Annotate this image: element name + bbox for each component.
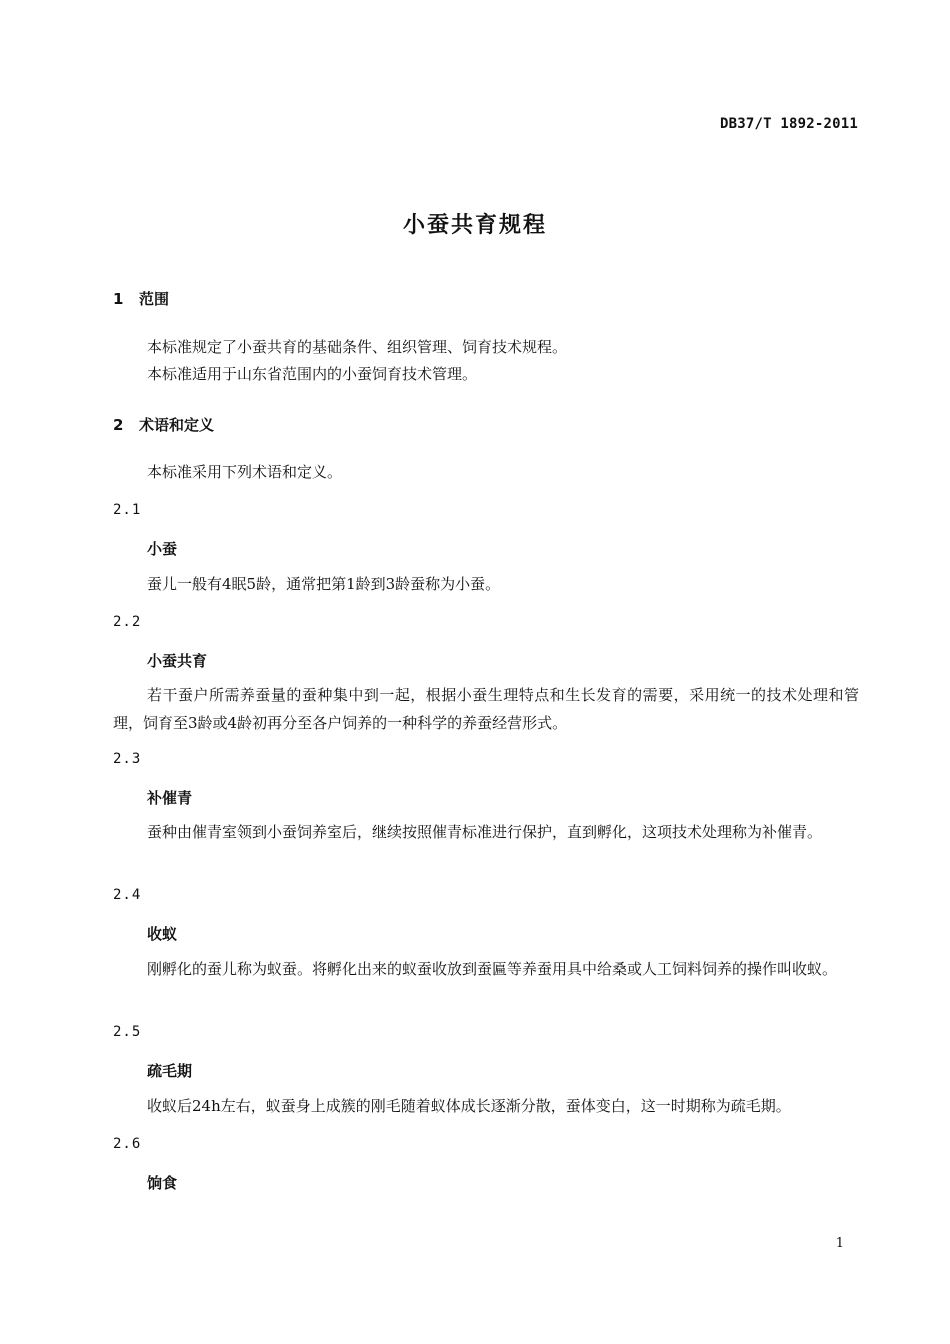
term-definition: 蚕种由催青室领到小蚕饲养室后，继续按照催青标准进行保护，直到孵化，这项技术处理称为补催青。 (147, 823, 823, 841)
term-number: 2.1 (113, 502, 142, 518)
term-number: 2.6 (113, 1136, 142, 1152)
standard-code: DB37/T 1892-2011 (719, 116, 858, 132)
term-name: 补催青 (147, 789, 193, 807)
section-number: 2 (113, 416, 124, 434)
term-definition: 刚孵化的蚕儿称为蚁蚕。将孵化出来的蚁蚕收放到蚕匾等养蚕用具中给桑或人工饲料饲养的操作叫收蚁。 (147, 960, 838, 978)
term-definition: 蚕儿一般有4眠5龄，通常把第1龄到3龄蚕称为小蚕。 (147, 575, 501, 593)
term-number: 2.2 (113, 614, 142, 630)
section-1-paragraph-1: 本标准规定了小蚕共育的基础条件、组织管理、饲育技术规程。 (147, 338, 568, 356)
section-2-intro: 本标准采用下列术语和定义。 (147, 463, 343, 481)
term-name: 饷食 (147, 1174, 178, 1192)
term-number: 2.4 (113, 887, 142, 903)
term-name: 小蚕共育 (147, 652, 208, 670)
section-title: 范围 (139, 290, 170, 308)
document-title: 小蚕共育规程 (402, 213, 547, 238)
term-name: 小蚕 (147, 540, 178, 558)
section-2-heading (113, 414, 214, 435)
section-title: 术语和定义 (139, 416, 215, 434)
term-number: 2.5 (113, 1024, 142, 1040)
page-number: 1 (835, 1236, 844, 1251)
term-definition: 收蚁后24h左右，蚁蚕身上成簇的刚毛随着蚁体成长逐渐分散，蚕体变白，这一时期称为疏毛期。 (147, 1097, 791, 1115)
section-number: 1 (113, 290, 124, 308)
section-1-paragraph-2: 本标准适用于山东省范围内的小蚕饲育技术管理。 (147, 365, 478, 383)
term-number: 2.3 (113, 751, 142, 767)
section-1-heading (113, 288, 169, 309)
term-name: 收蚁 (147, 925, 178, 943)
term-definition: 若干蚕户所需养蚕量的蚕种集中到一起，根据小蚕生理特点和生长发育的需要，采用统一的技术处理和管理，饲育至3龄或4龄初再分至各户饲养的一种科学的养蚕经营形式。 (113, 686, 859, 732)
term-name: 疏毛期 (147, 1062, 193, 1080)
